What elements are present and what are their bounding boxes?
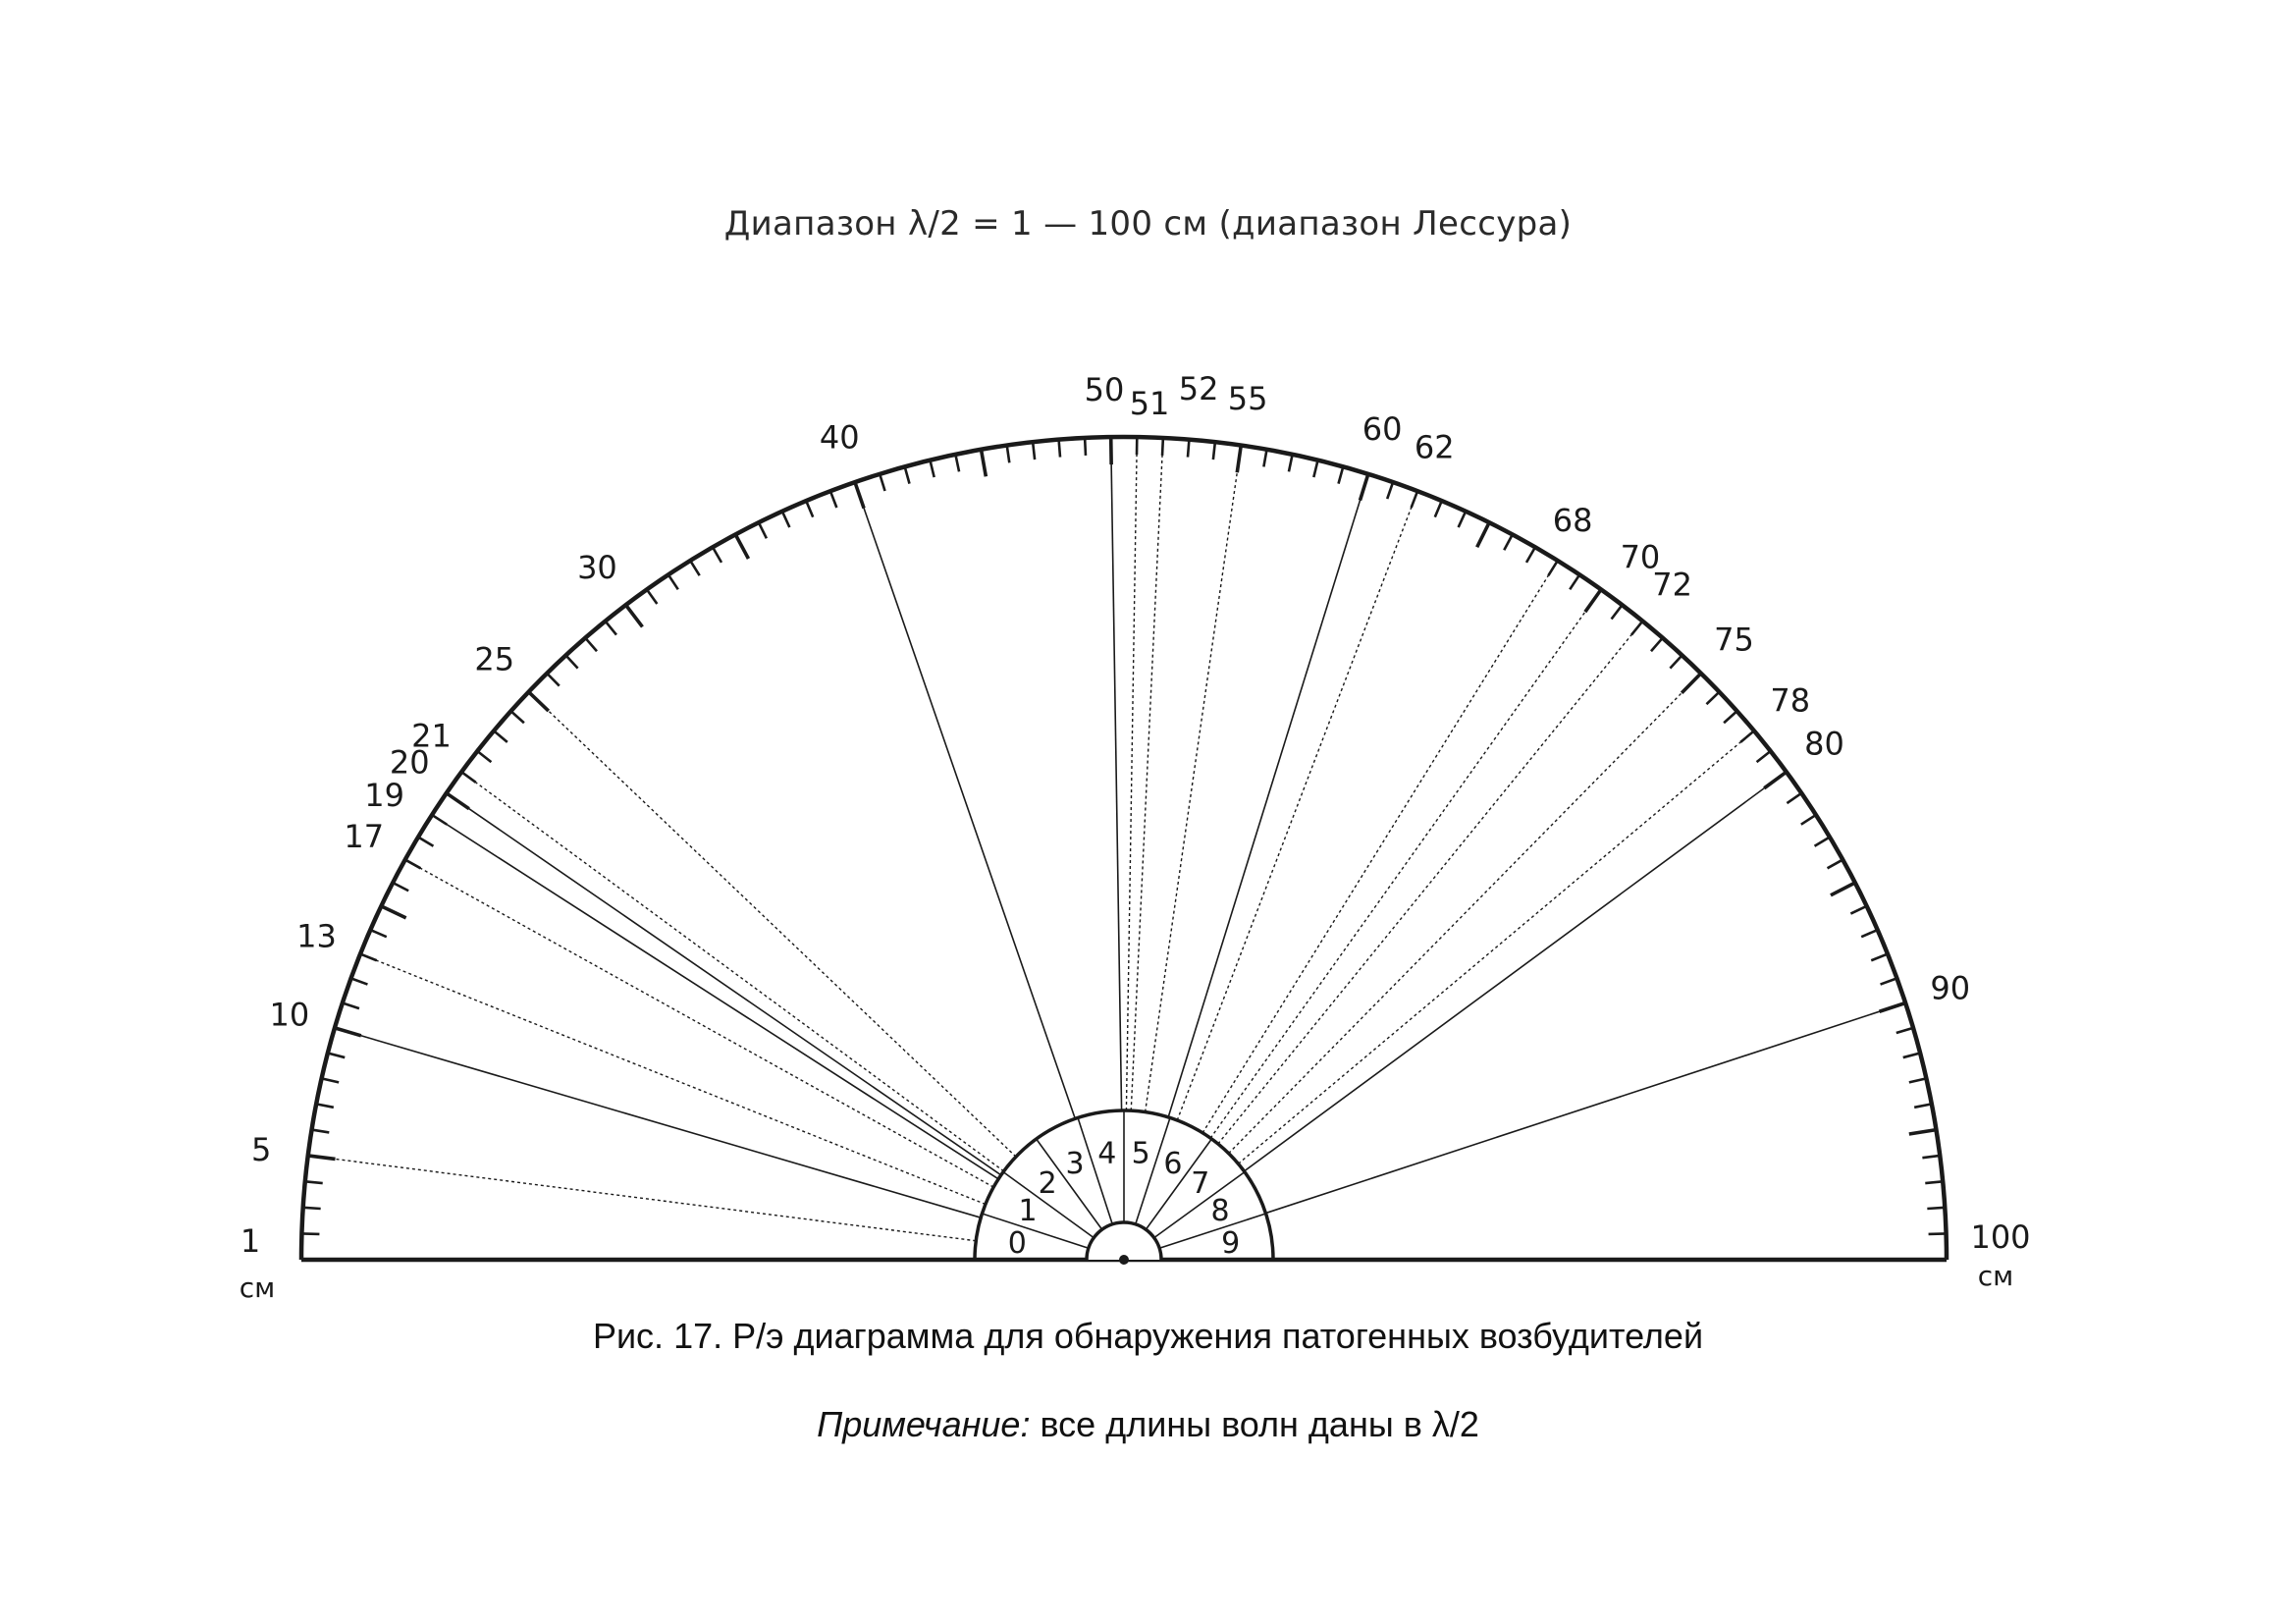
tick-4 bbox=[305, 1181, 323, 1183]
tick-87 bbox=[1861, 930, 1877, 937]
tick-64 bbox=[1459, 512, 1466, 527]
scale-label-60: 60 bbox=[1362, 409, 1403, 448]
tick-31 bbox=[647, 589, 657, 604]
dial-digit-2: 2 bbox=[1038, 1166, 1057, 1202]
tick-52 bbox=[1162, 438, 1163, 456]
tick-76 bbox=[1706, 692, 1719, 704]
tick-18 bbox=[418, 838, 433, 846]
ray-dotted-5 bbox=[308, 1156, 976, 1241]
tick-83 bbox=[1815, 838, 1830, 846]
tick-89 bbox=[1881, 978, 1897, 984]
note-label: Примечание: bbox=[817, 1404, 1031, 1444]
tick-14 bbox=[370, 930, 386, 937]
tick-77 bbox=[1724, 711, 1736, 723]
dial-digit-8: 8 bbox=[1210, 1194, 1230, 1229]
tick-35 bbox=[735, 534, 748, 559]
tick-11 bbox=[343, 1003, 359, 1009]
scale-label-75: 75 bbox=[1714, 621, 1754, 659]
scale-label-20: 20 bbox=[389, 743, 430, 782]
tick-36 bbox=[759, 522, 767, 538]
figure-note bbox=[0, 1404, 2296, 1445]
tick-97 bbox=[1925, 1181, 1943, 1183]
ray-dotted-72 bbox=[1218, 622, 1643, 1144]
scale-label-13: 13 bbox=[296, 917, 337, 955]
tick-92 bbox=[1903, 1054, 1920, 1058]
ray-dotted-68 bbox=[1202, 561, 1558, 1133]
ray-solid-90 bbox=[1265, 1003, 1905, 1214]
tick-43 bbox=[930, 460, 934, 477]
scale-label-70: 70 bbox=[1620, 538, 1661, 576]
scale-label-17: 17 bbox=[344, 818, 385, 856]
scale-end-label: 100 bbox=[1970, 1218, 2031, 1256]
scale-label-40: 40 bbox=[819, 418, 860, 457]
ray-solid-40 bbox=[855, 482, 1075, 1118]
tick-53 bbox=[1188, 440, 1189, 458]
dial-digit-9: 9 bbox=[1221, 1225, 1241, 1261]
tick-40 bbox=[855, 482, 864, 508]
tick-29 bbox=[606, 622, 616, 635]
tick-85 bbox=[1831, 883, 1855, 895]
tick-25 bbox=[529, 692, 549, 711]
tick-10 bbox=[335, 1028, 361, 1036]
tick-38 bbox=[806, 501, 813, 517]
scale-label-72: 72 bbox=[1652, 566, 1693, 604]
dial-digit-5: 5 bbox=[1131, 1136, 1150, 1171]
tick-7 bbox=[316, 1104, 334, 1107]
tick-60 bbox=[1361, 474, 1368, 501]
tick-58 bbox=[1313, 460, 1317, 477]
tick-67 bbox=[1526, 547, 1535, 563]
dial-digit-0: 0 bbox=[1007, 1225, 1027, 1261]
tick-62 bbox=[1412, 491, 1417, 508]
tick-39 bbox=[830, 491, 836, 508]
ray-dotted-21 bbox=[461, 772, 1003, 1171]
tick-24 bbox=[510, 711, 523, 723]
tick-26 bbox=[547, 674, 560, 686]
tick-41 bbox=[880, 474, 884, 491]
ray-dotted-55 bbox=[1146, 446, 1242, 1112]
tick-69 bbox=[1570, 574, 1579, 589]
ray-dotted-17 bbox=[405, 860, 993, 1188]
ray-dotted-70 bbox=[1210, 589, 1601, 1138]
tick-6 bbox=[312, 1130, 330, 1133]
tick-84 bbox=[1828, 860, 1843, 869]
tick-54 bbox=[1213, 442, 1215, 460]
scale-label-5: 5 bbox=[250, 1130, 272, 1168]
tick-22 bbox=[477, 751, 491, 762]
tick-86 bbox=[1850, 906, 1866, 914]
ray-solid-20 bbox=[447, 793, 1001, 1175]
tick-13 bbox=[360, 954, 377, 961]
tick-45 bbox=[981, 450, 986, 477]
hub-arc bbox=[1087, 1222, 1161, 1260]
scale-label-19: 19 bbox=[364, 776, 405, 814]
tick-28 bbox=[585, 638, 597, 652]
scale-label-55: 55 bbox=[1227, 380, 1268, 418]
scale-label-51: 51 bbox=[1129, 385, 1170, 423]
tick-44 bbox=[955, 455, 959, 472]
tick-55 bbox=[1237, 446, 1241, 473]
scale-label-90: 90 bbox=[1930, 969, 1971, 1007]
tick-80 bbox=[1764, 772, 1787, 788]
tick-71 bbox=[1612, 605, 1623, 619]
dial-digit-6: 6 bbox=[1163, 1146, 1183, 1181]
ray-dotted-13 bbox=[360, 954, 986, 1205]
tick-30 bbox=[625, 605, 642, 626]
tick-32 bbox=[668, 574, 678, 589]
scale-label-52: 52 bbox=[1178, 370, 1219, 408]
tick-57 bbox=[1289, 455, 1293, 472]
tick-16 bbox=[393, 883, 408, 891]
tick-98 bbox=[1927, 1208, 1945, 1209]
tick-17 bbox=[405, 860, 421, 869]
tick-27 bbox=[565, 655, 577, 668]
scale-label-78: 78 bbox=[1770, 681, 1811, 720]
tick-90 bbox=[1880, 1003, 1906, 1012]
tick-91 bbox=[1896, 1028, 1913, 1033]
tick-5 bbox=[308, 1156, 336, 1160]
ray-solid-80 bbox=[1244, 772, 1786, 1171]
tick-79 bbox=[1757, 751, 1771, 762]
scale-label-50: 50 bbox=[1084, 371, 1125, 409]
scale-label-21: 21 bbox=[411, 717, 452, 755]
tick-82 bbox=[1801, 815, 1816, 825]
pivot-dot bbox=[1119, 1255, 1129, 1265]
tick-19 bbox=[432, 815, 447, 825]
tick-63 bbox=[1435, 501, 1442, 517]
tick-72 bbox=[1631, 622, 1642, 635]
ray-solid-10 bbox=[335, 1028, 981, 1217]
tick-47 bbox=[1033, 442, 1035, 460]
scale-label-10: 10 bbox=[269, 996, 310, 1034]
tick-37 bbox=[782, 512, 789, 527]
scale-label-25: 25 bbox=[474, 640, 515, 678]
scale-label-30: 30 bbox=[577, 548, 617, 586]
dial-digit-4: 4 bbox=[1097, 1136, 1117, 1171]
tick-42 bbox=[905, 466, 910, 483]
tick-81 bbox=[1787, 793, 1801, 803]
tick-70 bbox=[1585, 589, 1601, 612]
rays-layer bbox=[308, 437, 1905, 1241]
tick-61 bbox=[1387, 482, 1393, 499]
tick-75 bbox=[1682, 674, 1701, 693]
tick-94 bbox=[1914, 1104, 1932, 1107]
tick-2 bbox=[301, 1233, 319, 1234]
tick-96 bbox=[1922, 1156, 1940, 1158]
tick-15 bbox=[381, 906, 405, 918]
tick-99 bbox=[1929, 1233, 1947, 1234]
tick-9 bbox=[328, 1054, 345, 1058]
tick-23 bbox=[494, 730, 507, 742]
unit-right-label: см bbox=[1977, 1260, 2014, 1292]
tick-49 bbox=[1085, 438, 1086, 456]
dial-digit-3: 3 bbox=[1065, 1146, 1085, 1181]
tick-56 bbox=[1263, 450, 1266, 467]
tick-88 bbox=[1871, 954, 1888, 961]
tick-34 bbox=[713, 547, 721, 563]
scale-label-80: 80 bbox=[1804, 725, 1844, 763]
figure-caption: Рис. 17. Р/э диаграмма для обнаружения патогенных возбудителей bbox=[592, 1316, 1704, 1356]
tick-59 bbox=[1339, 466, 1344, 483]
note-text: все длины волн даны в λ/2 bbox=[1030, 1404, 1479, 1444]
dial-digit-1: 1 bbox=[1018, 1194, 1038, 1229]
tick-66 bbox=[1504, 534, 1513, 550]
tick-74 bbox=[1670, 655, 1682, 668]
scale-label-62: 62 bbox=[1414, 428, 1455, 466]
tick-65 bbox=[1477, 522, 1489, 547]
tick-48 bbox=[1059, 440, 1060, 458]
tick-93 bbox=[1909, 1078, 1927, 1082]
scale-start-label: 1 bbox=[240, 1222, 261, 1260]
ray-dotted-62 bbox=[1177, 491, 1417, 1120]
ray-solid-50 bbox=[1111, 437, 1122, 1110]
tick-8 bbox=[322, 1078, 340, 1082]
tick-33 bbox=[690, 561, 699, 575]
tick-73 bbox=[1651, 638, 1663, 652]
tick-95 bbox=[1909, 1130, 1937, 1134]
dial-digit-7: 7 bbox=[1191, 1166, 1210, 1202]
ray-dotted-75 bbox=[1229, 674, 1701, 1154]
ray-dotted-78 bbox=[1238, 730, 1754, 1163]
ray-solid-60 bbox=[1168, 474, 1368, 1117]
diagram-title: Диапазон λ/2 = 1 — 100 см (диапазон Лессура) bbox=[723, 204, 1573, 243]
tick-12 bbox=[351, 978, 368, 984]
tick-3 bbox=[303, 1208, 321, 1209]
tick-78 bbox=[1740, 730, 1754, 742]
tick-20 bbox=[447, 793, 469, 809]
scale-label-68: 68 bbox=[1552, 502, 1593, 540]
tick-68 bbox=[1548, 561, 1557, 575]
ray-solid-19 bbox=[432, 815, 998, 1179]
unit-left-label: см bbox=[239, 1271, 276, 1304]
tick-21 bbox=[461, 772, 475, 783]
tick-46 bbox=[1007, 446, 1010, 463]
